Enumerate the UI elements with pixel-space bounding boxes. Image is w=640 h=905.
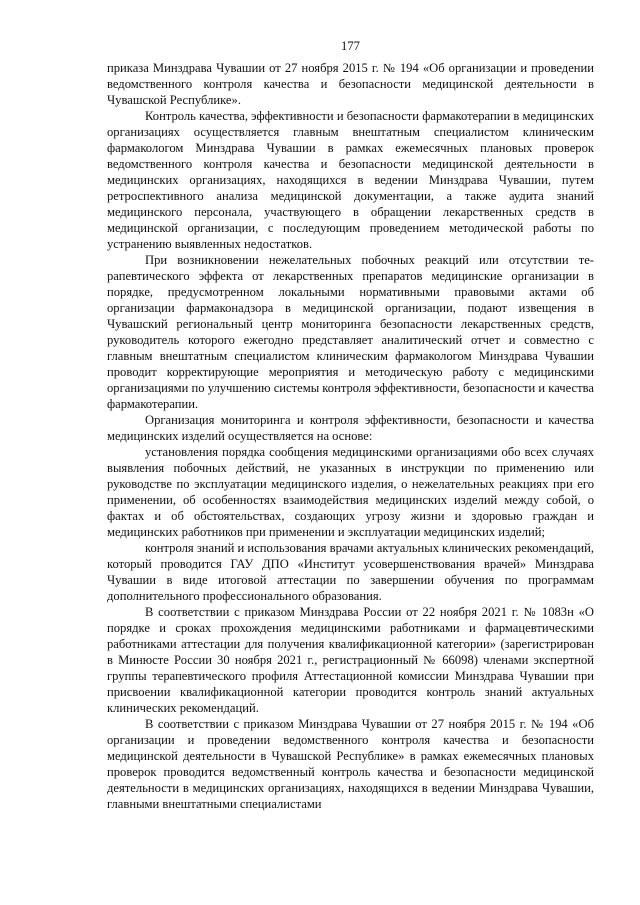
paragraph-order-reference: приказа Минздрава Чувашии от 27 ноября 2015 г. № 194 «Об организации и проведении ведомственного контроля качества и безопасности медицинской деятельности в Чувашской Республике». (107, 61, 594, 107)
paragraph-adverse-reactions: При возникновении нежелательных побочных реакций или отсутствии терапевтического эффекта от лекарственных препаратов медицинские организации в порядке, предусмотренном локальными нормативными правовыми актами об организации фармаконадзора в медицинской организации, подают извещения в Чувашский региональный центр мониторинга безопасности лекарственных средств, руководитель которого ежегодно представляет аналитический отчет и совместно с главным внештатным специалистом клиническим фармакологом Минздрава Чувашии проводит корректирующие мероприятия и методическую работу с медицинскими организациями по улучшению системы контроля эффективности, безопасности и качества фармакотерапии. (107, 253, 594, 411)
paragraph-reporting-procedure: установления порядка сообщения медицинскими организациями обо всех случаях выявления побочных действий, не указанных в инструкции по применению или руководстве по эксплуатации медицинского изделия, о нежелательных реакциях при его применении, об особенностях взаимодействия медицинских изделий между собой, о фактах и об обстоятельствах, создающих угрозу жизни и здоровью граждан и медицинских работников при применении и эксплуатации медицинских изделий; (107, 445, 594, 539)
paragraph-medical-devices-basis: Организация мониторинга и контроля эффективности, безопасности и качества медицинских изделий осуществляется на основе: (107, 413, 594, 443)
paragraph-knowledge-control: контроля знаний и использования врачами актуальных клинических рекомендаций, который проводится ГАУ ДПО «Институт усовершенствования врачей» Минздрава Чувашии в виде итоговой аттестации по завершении обучения по программам дополнительного профессионального образования. (107, 541, 594, 603)
document-page (107, 38, 594, 812)
paragraph-attestation-order: В соответствии с приказом Минздрава России от 22 ноября 2021 г. № 1083н «О порядке и сроках прохождения медицинскими работниками и фармацевтическими работниками аттестации для получения квалификационной категории» (зарегистрирован в Минюсте России 30 ноября 2021 г., регистрационный № 66098) членами экспертной группы терапевтического профиля Аттестационной комиссии Минздрава Чувашии при присвоении квалификационной категории проводится контроль знаний актуальных клинических рекомендаций. (107, 605, 594, 715)
page-number: 177 (341, 39, 360, 53)
paragraph-pharmacotherapy-control: Контроль качества, эффективности и безопасности фармакотерапии в медицинских организациях осуществляется главным внештатным специалистом клиническим фармакологом Минздрава Чувашии в рамках ежемесячных плановых проверок ведомственного контроля качества и безопасности медицинской деятельности в медицинских организациях, находящихся в ведении Минздрава Чувашии, путем ретроспективного анализа медицинской документации, а также аудита знаний медицинского персонала, участвующего в обращении лекарственных средств в медицинской организации, с последующим проведением методической работы по устранению выявленных недостатков. (107, 109, 594, 251)
paragraph-departmental-control: В соответствии с приказом Минздрава Чувашии от 27 ноября 2015 г. № 194 «Об организации и проведении ведомственного контроля качества и безопасности медицинской деятельности в Чувашской Республике» в рамках ежемесячных плановых проверок проводится ведомственный контроль качества и безопасности медицинской деятельности в медицинских организациях, находящихся в ведении Минздрава Чувашии, главными внештатными специалистами (107, 717, 594, 811)
